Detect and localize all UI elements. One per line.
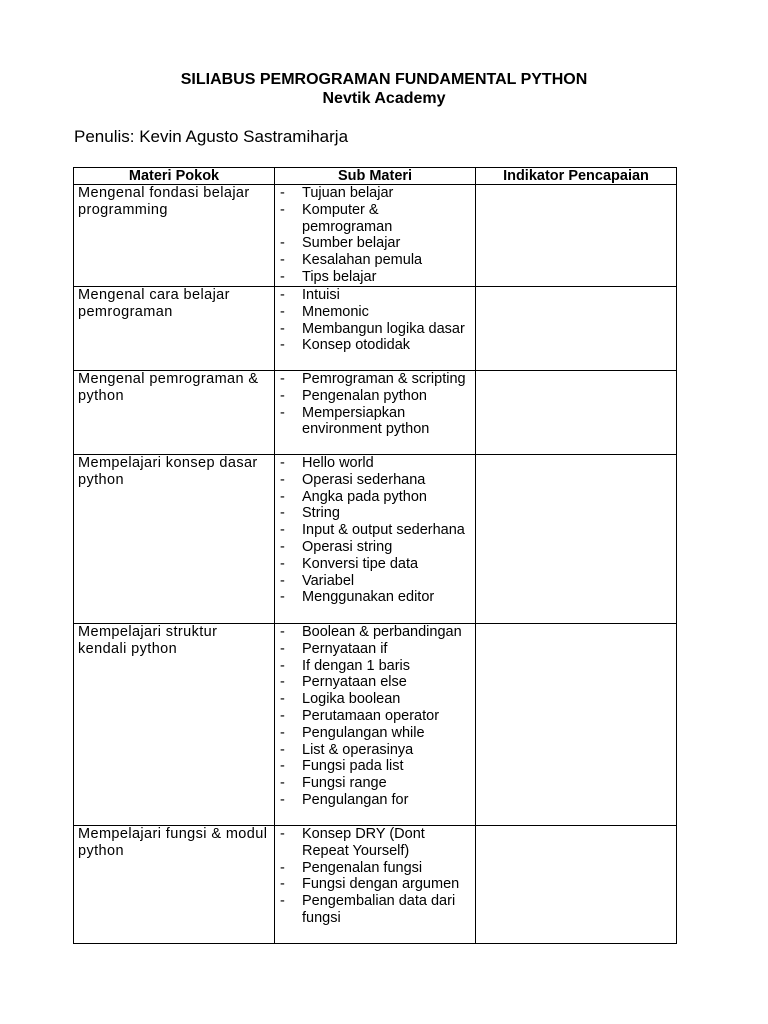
table-row xyxy=(74,185,677,287)
sub-materi-text: Boolean & perbandingan xyxy=(302,624,462,640)
list-item xyxy=(279,505,471,522)
sub-materi-list xyxy=(279,455,471,606)
materi-pokok-cell: Mempelajari struktur kendali python xyxy=(74,624,275,826)
list-item xyxy=(279,472,471,489)
dash-bullet: - xyxy=(280,387,285,404)
list-item xyxy=(279,287,471,304)
sub-materi-text: Konsep DRY (Dont Repeat Yourself) xyxy=(302,826,425,859)
dash-bullet: - xyxy=(280,235,285,252)
sub-materi-cell xyxy=(275,185,476,287)
sub-materi-text: Komputer & pemrograman xyxy=(302,201,393,235)
dash-bullet: - xyxy=(280,624,285,640)
sub-materi-text: Fungsi range xyxy=(302,775,387,792)
list-item xyxy=(279,539,471,556)
indikator-cell xyxy=(476,826,677,944)
column-header-indikator: Indikator Pencapaian xyxy=(476,168,677,185)
list-item xyxy=(279,589,471,606)
list-item xyxy=(279,641,471,658)
sub-materi-text: Fungsi pada list xyxy=(302,758,404,775)
sub-materi-text: Membangun logika dasar xyxy=(302,320,465,337)
sub-materi-text: Fungsi dengan argumen xyxy=(302,876,460,893)
dash-bullet: - xyxy=(280,268,285,285)
dash-bullet: - xyxy=(280,775,285,792)
dash-bullet: - xyxy=(280,555,285,572)
sub-materi-text: Angka pada python xyxy=(302,488,427,505)
sub-materi-text: Intuisi xyxy=(302,287,340,303)
indikator-cell xyxy=(476,371,677,455)
list-item xyxy=(279,573,471,590)
dash-bullet: - xyxy=(280,724,285,741)
sub-materi-text: Operasi string xyxy=(302,538,393,555)
dash-bullet: - xyxy=(280,522,285,539)
list-item xyxy=(279,708,471,725)
list-item xyxy=(279,658,471,675)
list-item xyxy=(279,252,471,269)
column-header-sub-materi: Sub Materi xyxy=(275,168,476,185)
sub-materi-list xyxy=(279,287,471,354)
table-body xyxy=(74,185,677,944)
sub-materi-text: Pengulangan for xyxy=(302,791,409,808)
sub-materi-text: Hello world xyxy=(302,455,374,471)
dash-bullet: - xyxy=(280,707,285,724)
sub-materi-text: Mempersiapkan environment python xyxy=(302,404,430,438)
dash-bullet: - xyxy=(280,287,285,303)
dash-bullet: - xyxy=(280,185,285,201)
dash-bullet: - xyxy=(280,471,285,488)
list-item xyxy=(279,371,471,388)
sub-materi-text: Perutamaan operator xyxy=(302,707,440,724)
table-row xyxy=(74,624,677,826)
sub-materi-text: Variabel xyxy=(302,572,355,589)
sub-materi-list xyxy=(279,371,471,438)
list-item xyxy=(279,235,471,252)
dash-bullet: - xyxy=(280,691,285,708)
sub-materi-cell xyxy=(275,624,476,826)
author-line: Penulis: Kevin Agusto Sastramiharja xyxy=(74,127,349,146)
sub-materi-cell xyxy=(275,371,476,455)
dash-bullet: - xyxy=(280,538,285,555)
list-item xyxy=(279,860,471,877)
sub-materi-list xyxy=(279,185,471,286)
sub-materi-cell xyxy=(275,826,476,944)
sub-materi-text: Tips belajar xyxy=(302,268,377,285)
sub-materi-text: Pengenalan fungsi xyxy=(302,859,423,876)
table-row xyxy=(74,455,677,624)
document-subtitle: Nevtik Academy xyxy=(322,90,446,107)
sub-materi-text: Sumber belajar xyxy=(302,235,401,252)
dash-bullet: - xyxy=(280,826,285,842)
sub-materi-text: Pengenalan python xyxy=(302,387,427,404)
list-item xyxy=(279,202,471,236)
dash-bullet: - xyxy=(280,572,285,589)
list-item xyxy=(279,321,471,338)
dash-bullet: - xyxy=(280,876,285,893)
sub-materi-text: Mnemonic xyxy=(302,303,369,320)
list-item xyxy=(279,556,471,573)
sub-materi-text: Pemrograman & scripting xyxy=(302,371,466,387)
sub-materi-text: Input & output sederhana xyxy=(302,522,465,539)
sub-materi-text: Konsep otodidak xyxy=(302,337,411,354)
sub-materi-text: Pernyataan if xyxy=(302,640,388,657)
materi-pokok-cell: Mengenal fondasi belajar programming xyxy=(74,185,275,287)
list-item xyxy=(279,337,471,354)
list-item xyxy=(279,489,471,506)
dash-bullet: - xyxy=(280,791,285,808)
dash-bullet: - xyxy=(280,505,285,522)
sub-materi-cell xyxy=(275,455,476,624)
sub-materi-text: Kesalahan pemula xyxy=(302,252,423,269)
dash-bullet: - xyxy=(280,674,285,691)
dash-bullet: - xyxy=(280,859,285,876)
indikator-cell xyxy=(476,455,677,624)
table-row xyxy=(74,371,677,455)
sub-materi-text: Tujuan belajar xyxy=(302,185,394,201)
sub-materi-text: String xyxy=(302,505,340,522)
dash-bullet: - xyxy=(280,320,285,337)
list-item xyxy=(279,775,471,792)
sub-materi-text: Pengembalian data dari fungsi xyxy=(302,893,456,926)
list-item xyxy=(279,269,471,286)
list-item xyxy=(279,185,471,202)
dash-bullet: - xyxy=(280,589,285,606)
list-item xyxy=(279,725,471,742)
sub-materi-list xyxy=(279,624,471,809)
column-header-materi-pokok: Materi Pokok xyxy=(74,168,275,185)
dash-bullet: - xyxy=(280,741,285,758)
dash-bullet: - xyxy=(280,758,285,775)
sub-materi-text: Logika boolean xyxy=(302,691,401,708)
list-item xyxy=(279,876,471,893)
dash-bullet: - xyxy=(280,404,285,421)
list-item xyxy=(279,388,471,405)
list-item xyxy=(279,304,471,321)
dash-bullet: - xyxy=(280,303,285,320)
dash-bullet: - xyxy=(280,252,285,269)
syllabus-table xyxy=(73,167,677,944)
sub-materi-cell xyxy=(275,287,476,371)
list-item xyxy=(279,826,471,860)
document-title: SILIABUS PEMROGRAMAN FUNDAMENTAL PYTHON xyxy=(180,71,588,88)
materi-pokok-cell: Mempelajari fungsi & modul python xyxy=(74,826,275,944)
dash-bullet: - xyxy=(280,640,285,657)
dash-bullet: - xyxy=(280,893,285,910)
table-row xyxy=(74,826,677,944)
table-header-row xyxy=(74,168,677,185)
list-item xyxy=(279,758,471,775)
sub-materi-text: List & operasinya xyxy=(302,741,414,758)
indikator-cell xyxy=(476,624,677,826)
dash-bullet: - xyxy=(280,371,285,387)
list-item xyxy=(279,893,471,927)
sub-materi-text: Pengulangan while xyxy=(302,724,425,741)
sub-materi-text: If dengan 1 baris xyxy=(302,657,411,674)
list-item xyxy=(279,792,471,809)
dash-bullet: - xyxy=(280,337,285,354)
materi-pokok-cell: Mengenal pemrograman & python xyxy=(74,371,275,455)
sub-materi-text: Menggunakan editor xyxy=(302,589,435,606)
list-item xyxy=(279,405,471,439)
sub-materi-list xyxy=(279,826,471,927)
list-item xyxy=(279,691,471,708)
list-item xyxy=(279,624,471,641)
dash-bullet: - xyxy=(280,455,285,471)
sub-materi-text: Pernyataan else xyxy=(302,674,407,691)
materi-pokok-cell: Mempelajari konsep dasar python xyxy=(74,455,275,624)
materi-pokok-cell: Mengenal cara belajar pemrograman xyxy=(74,287,275,371)
dash-bullet: - xyxy=(280,488,285,505)
dash-bullet: - xyxy=(280,657,285,674)
sub-materi-text: Konversi tipe data xyxy=(302,555,419,572)
table-row xyxy=(74,287,677,371)
indikator-cell xyxy=(476,185,677,287)
indikator-cell xyxy=(476,287,677,371)
list-item xyxy=(279,455,471,472)
list-item xyxy=(279,742,471,759)
sub-materi-text: Operasi sederhana xyxy=(302,471,426,488)
list-item xyxy=(279,674,471,691)
list-item xyxy=(279,522,471,539)
dash-bullet: - xyxy=(280,201,285,218)
